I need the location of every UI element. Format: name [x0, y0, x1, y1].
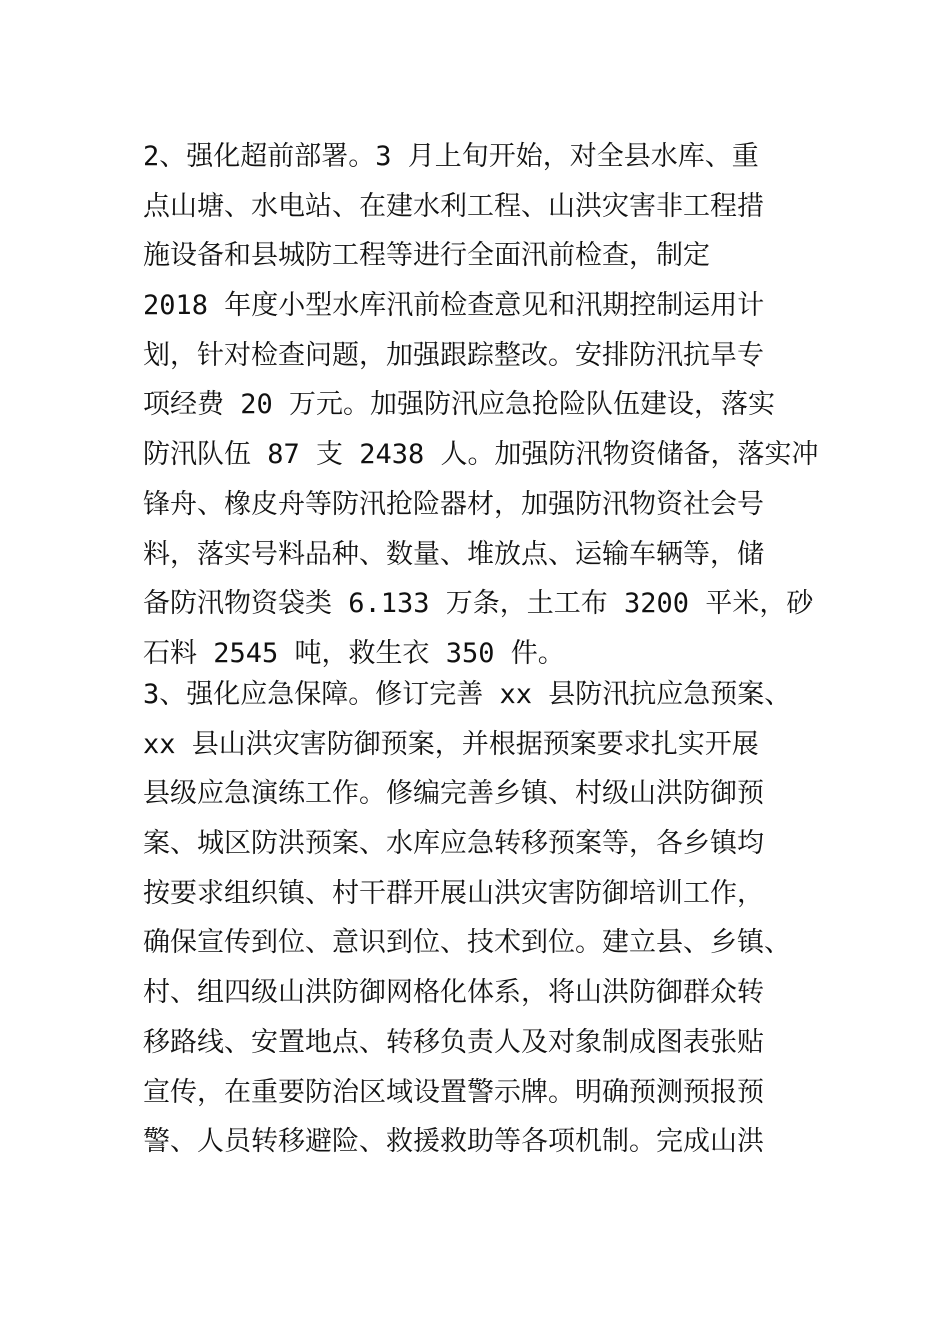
text-line: 锋舟、橡皮舟等防汛抢险器材，加强防汛物资社会号 [143, 488, 764, 520]
text-line: 项经费 20 万元。加强防汛应急抢险队伍建设，落实 [143, 389, 776, 421]
text-line: 3、强化应急保障。修订完善 xx 县防汛抗应急预案、 [143, 679, 792, 710]
text-line: 施设备和县城防工程等进行全面汛前检查，制定 [143, 240, 710, 272]
text-line: 县级应急演练工作。修编完善乡镇、村级山洪防御预 [143, 778, 764, 810]
text-line: 石料 2545 吨，救生衣 350 件。 [143, 637, 565, 669]
text-line: 案、城区防洪预案、水库应急转移预案等，各乡镇均 [143, 828, 764, 860]
paragraph-strengthen-emergency [143, 670, 823, 1167]
text-line: 划，针对检查问题，加强跟踪整改。安排防汛抗旱专 [143, 339, 764, 371]
text-line: 备防汛物资袋类 6.133 万条，土工布 3200 平米，砂 [143, 588, 814, 620]
text-line: 按要求组织镇、村干群开展山洪灾害防御培训工作， [143, 877, 764, 909]
text-line: 村、组四级山洪防御网格化体系，将山洪防御群众转 [143, 977, 764, 1009]
text-line: 2、强化超前部署。3 月上旬开始，对全县水库、重 [143, 141, 759, 172]
text-line: 2018 年度小型水库汛前检查意见和汛期控制运用计 [143, 290, 765, 322]
text-line: 确保宣传到位、意识到位、技术到位。建立县、乡镇、 [143, 927, 791, 959]
text-line: 宣传，在重要防治区域设置警示牌。明确预测预报预 [143, 1076, 764, 1108]
text-line: 移路线、安置地点、转移负责人及对象制成图表张贴 [143, 1026, 764, 1058]
paragraph-strengthen-deployment [143, 132, 823, 679]
text-line: xx 县山洪灾害防御预案，并根据预案要求扎实开展 [143, 728, 759, 760]
text-line: 料，落实号料品种、数量、堆放点、运输车辆等，储 [143, 538, 764, 570]
text-line: 防汛队伍 87 支 2438 人。加强防汛物资储备，落实冲 [143, 439, 819, 471]
text-line: 警、人员转移避险、救援救助等各项机制。完成山洪 [143, 1126, 764, 1158]
text-line: 点山塘、水电站、在建水利工程、山洪灾害非工程措 [143, 190, 764, 222]
